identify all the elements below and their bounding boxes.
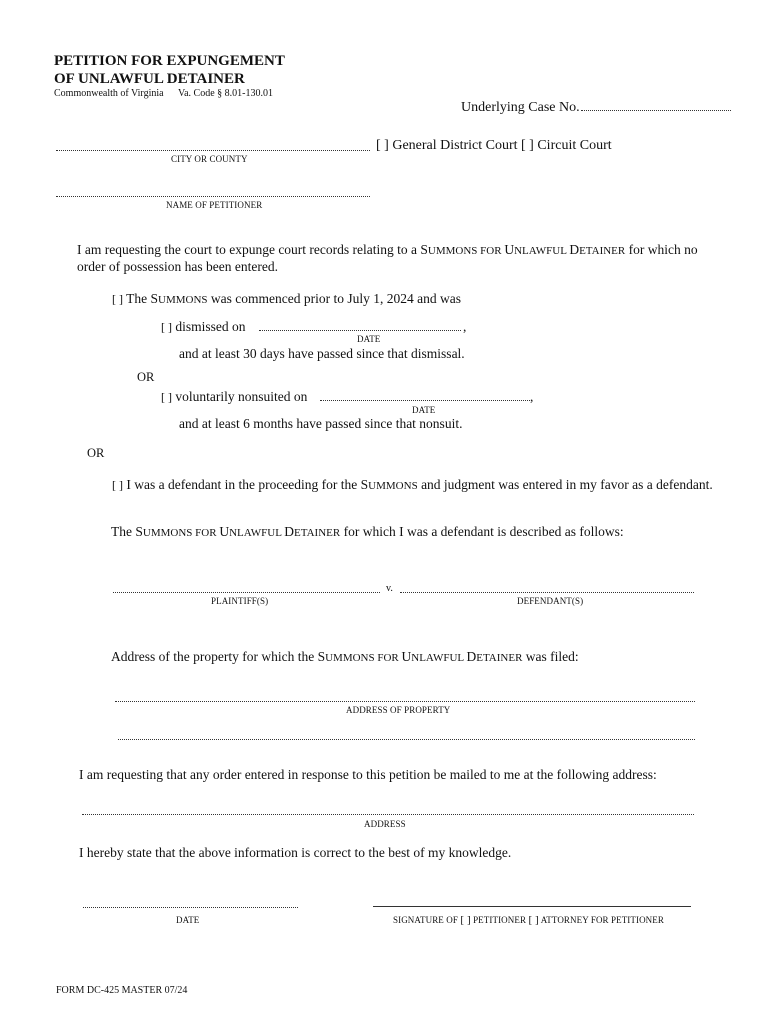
general-district-label: General District Court [392, 138, 518, 153]
petitioner-name-field[interactable] [56, 196, 370, 197]
commonwealth-label: Commonwealth of Virginia [54, 88, 164, 99]
request-text-line1: I am requesting the court to expunge court records relating to a SUMMONS FOR UNLAWFUL DETAINER for which no [77, 242, 698, 257]
form-title-line1: PETITION FOR EXPUNGEMENT [54, 53, 285, 69]
petitioner-name-label: NAME OF PETITIONER [166, 200, 263, 210]
general-district-checkbox[interactable]: [ ] [376, 138, 389, 153]
property-address-field-2[interactable] [118, 739, 695, 740]
signature-field[interactable] [373, 906, 691, 907]
versus-label: v. [386, 583, 393, 594]
option-a-or: OR [137, 370, 155, 384]
described-text: The SUMMONS FOR UNLAWFUL DETAINER for which I was a defendant is described as follows: [111, 524, 624, 539]
dismissed-note: and at least 30 days have passed since that dismissal. [179, 346, 465, 361]
dismissed-date-label: DATE [357, 334, 381, 344]
case-no-field[interactable] [581, 110, 731, 111]
form-title-line2: OF UNLAWFUL DETAINER [54, 71, 245, 87]
option-a-checkbox[interactable]: [ ] [112, 292, 123, 306]
dismissed-date-field[interactable] [259, 330, 461, 331]
mailing-text: I am requesting that any order entered in response to this petition be mailed to me at the following address: [79, 767, 657, 782]
city-county-label: CITY OR COUNTY [171, 154, 248, 164]
nonsuit-date-field[interactable] [320, 400, 530, 401]
nonsuit-checkbox[interactable]: [ ] [161, 390, 172, 404]
main-or: OR [87, 446, 105, 460]
signature-date-label: DATE [176, 915, 200, 925]
option-a-line: [ ] The SUMMONS was commenced prior to July 1, 2024 and was [112, 291, 461, 306]
property-text: Address of the property for which the SUMMONS FOR UNLAWFUL DETAINER was filed: [111, 649, 579, 664]
nonsuit-date-label: DATE [412, 405, 436, 415]
court-selection [376, 138, 612, 154]
signature-petitioner-checkbox[interactable]: [ ] [460, 914, 471, 926]
option-b-checkbox[interactable]: [ ] [112, 478, 123, 492]
nonsuit-note: and at least 6 months have passed since that nonsuit. [179, 416, 463, 431]
case-no-label: Underlying Case No. [461, 100, 580, 115]
circuit-label: Circuit Court [537, 138, 612, 153]
mailing-address-field[interactable] [82, 814, 694, 815]
signature-label: SIGNATURE OF [ ] PETITIONER [ ] ATTORNEY FOR PETITIONER [393, 914, 664, 926]
dismissed-comma: , [463, 319, 467, 334]
request-text-line2: order of possession has been entered. [77, 259, 278, 274]
dismissed-line: [ ] dismissed on [161, 319, 246, 334]
defendant-field[interactable] [400, 592, 694, 593]
defendant-label: DEFENDANT(S) [517, 596, 584, 606]
dismissed-checkbox[interactable]: [ ] [161, 320, 172, 334]
attest-text: I hereby state that the above information is correct to the best of my knowledge. [79, 845, 512, 860]
circuit-checkbox[interactable]: [ ] [521, 138, 534, 153]
signature-attorney-checkbox[interactable]: [ ] [528, 914, 539, 926]
plaintiff-field[interactable] [113, 592, 380, 593]
mailing-address-label: ADDRESS [364, 819, 406, 829]
code-citation: Va. Code § 8.01-130.01 [178, 88, 273, 99]
nonsuit-comma: , [530, 389, 534, 404]
property-address-label: ADDRESS OF PROPERTY [346, 705, 451, 715]
plaintiff-label: PLAINTIFF(S) [211, 596, 269, 606]
signature-date-field[interactable] [83, 907, 298, 908]
nonsuit-line: [ ] voluntarily nonsuited on [161, 389, 308, 404]
city-county-field[interactable] [56, 150, 370, 151]
form-id: FORM DC-425 MASTER 07/24 [56, 985, 188, 996]
property-address-field-1[interactable] [115, 701, 695, 702]
option-b-line: [ ] I was a defendant in the proceeding for the SUMMONS and judgment was entered in my favor as a defendant. [112, 477, 713, 492]
